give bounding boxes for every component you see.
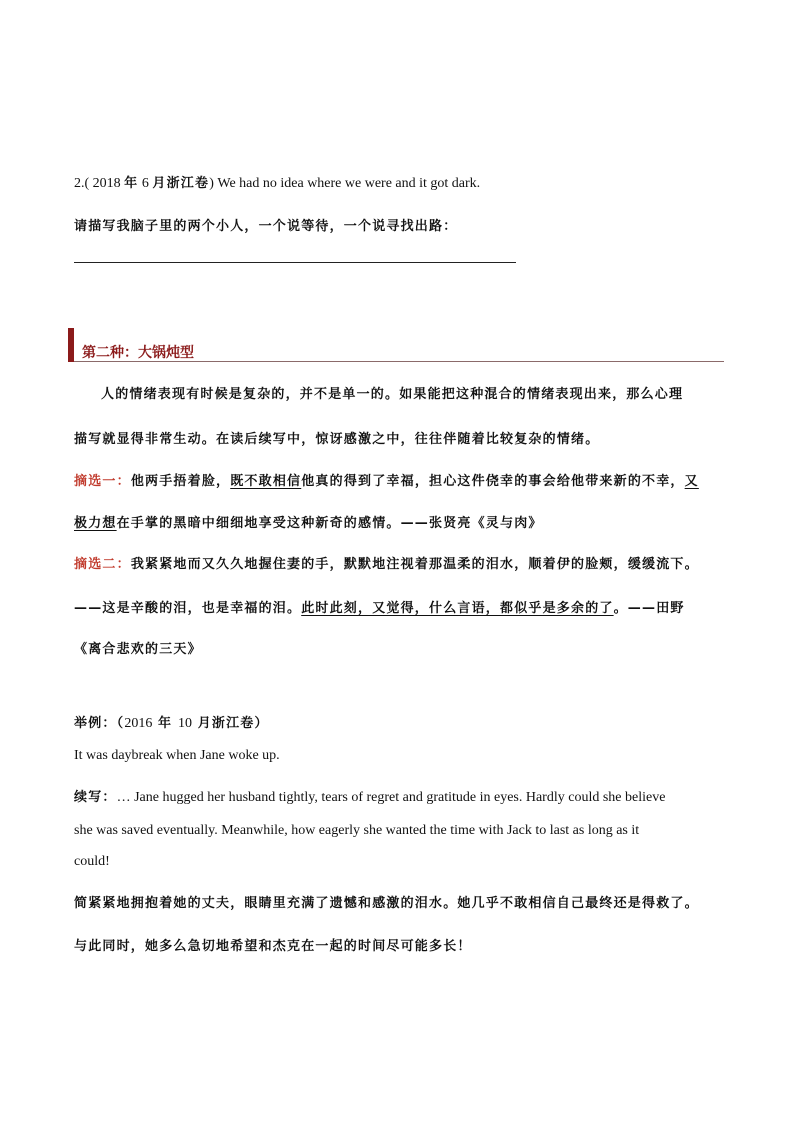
continuation-label: 续写： — [74, 790, 117, 805]
answer-blank-line — [74, 262, 516, 263]
q2-prompt: 请描写我脑子里的两个小人，一个说等待，一个说寻找出路： — [74, 219, 458, 234]
continuation-line-3: could! — [74, 854, 110, 869]
continuation-line-2: she was saved eventually. Meanwhile, how eagerly she wanted the time with Jack to last as long as it — [74, 823, 640, 838]
continuation-text-1: … Jane hugged her husband tightly, tears of regret and gratitude in eyes. Hardly could she believe — [116, 790, 666, 805]
example-source: 月浙江卷） — [191, 716, 269, 731]
question-2-line — [74, 172, 480, 192]
excerpt-1-seg1: 他两手捂着脸， — [130, 474, 231, 489]
example-paren-open: （ — [116, 716, 125, 731]
excerpt-2-line-2-a: ——这是辛酸的泪，也是幸福的泪。 — [74, 601, 302, 616]
excerpt-1-line-2 — [74, 512, 543, 531]
section-accent-bar — [68, 328, 74, 362]
excerpt-1-underlined-3: 极力想 — [74, 516, 117, 531]
excerpt-1-line-2-rest: 在手掌的黑暗中细细地享受这种新奇的感情。——张贤亮《灵与肉》 — [116, 516, 543, 531]
q2-sentence: ) We had no idea where we were and it got dark. — [209, 176, 481, 191]
example-label: 举例： — [74, 716, 117, 731]
example-month: 10 — [177, 716, 192, 731]
example-heading — [74, 712, 269, 732]
continuation-line-1 — [74, 786, 665, 806]
intro-line-1: 人的情绪表现有时候是复杂的，并不是单一的。如果能把这种混合的情绪表现出来，那么心理 — [101, 387, 684, 402]
intro-line-2: 描写就显得非常生动。在读后续写中，惊讶感激之中，往往伴随着比较复杂的情绪。 — [74, 432, 600, 447]
excerpt-1-underlined-2: 又 — [684, 474, 699, 489]
q2-month-num: 6 — [138, 176, 153, 191]
excerpt-2-line-3: 《离合悲欢的三天》 — [74, 642, 202, 657]
excerpt-2-line-1-text: 我紧紧地而又久久地握住妻的手，默默地注视着那温柔的泪水，顺着伊的脸颊，缓缓流下。 — [130, 557, 699, 572]
q2-year-label: 年 — [124, 176, 139, 191]
section-divider — [74, 361, 724, 362]
excerpt-2-line-2-b: 。——田野 — [613, 601, 685, 616]
section-title: 第二种：大锅炖型 — [82, 345, 194, 361]
excerpt-1-line-1 — [74, 470, 699, 489]
excerpt-1-label: 摘选一： — [74, 474, 131, 489]
excerpt-2-line-2 — [74, 597, 685, 616]
excerpt-2-underlined: 此时此刻，又觉得，什么言语，都似乎是多余的了 — [301, 601, 614, 616]
example-year-label: 年 — [152, 716, 178, 731]
translation-line-2: 与此同时，她多么急切地希望和杰克在一起的时间尽可能多长！ — [74, 939, 472, 954]
translation-line-1: 简紧紧地拥抱着她的丈夫，眼睛里充满了遗憾和感激的泪水。她几乎不敢相信自己最终还是得救了。 — [74, 896, 699, 911]
excerpt-2-label: 摘选二： — [74, 557, 131, 572]
q2-prefix: 2.( 2018 — [74, 176, 125, 191]
q2-source: 月浙江卷 — [152, 176, 210, 191]
excerpt-1-seg3: 他真的得到了幸福，担心这件侥幸的事会给他带来新的不幸， — [301, 474, 685, 489]
excerpt-1-underlined-1: 既不敢相信 — [230, 474, 302, 489]
excerpt-2-line-1 — [74, 553, 699, 572]
example-opening: It was daybreak when Jane woke up. — [74, 748, 280, 763]
example-year: 2016 — [124, 716, 153, 731]
